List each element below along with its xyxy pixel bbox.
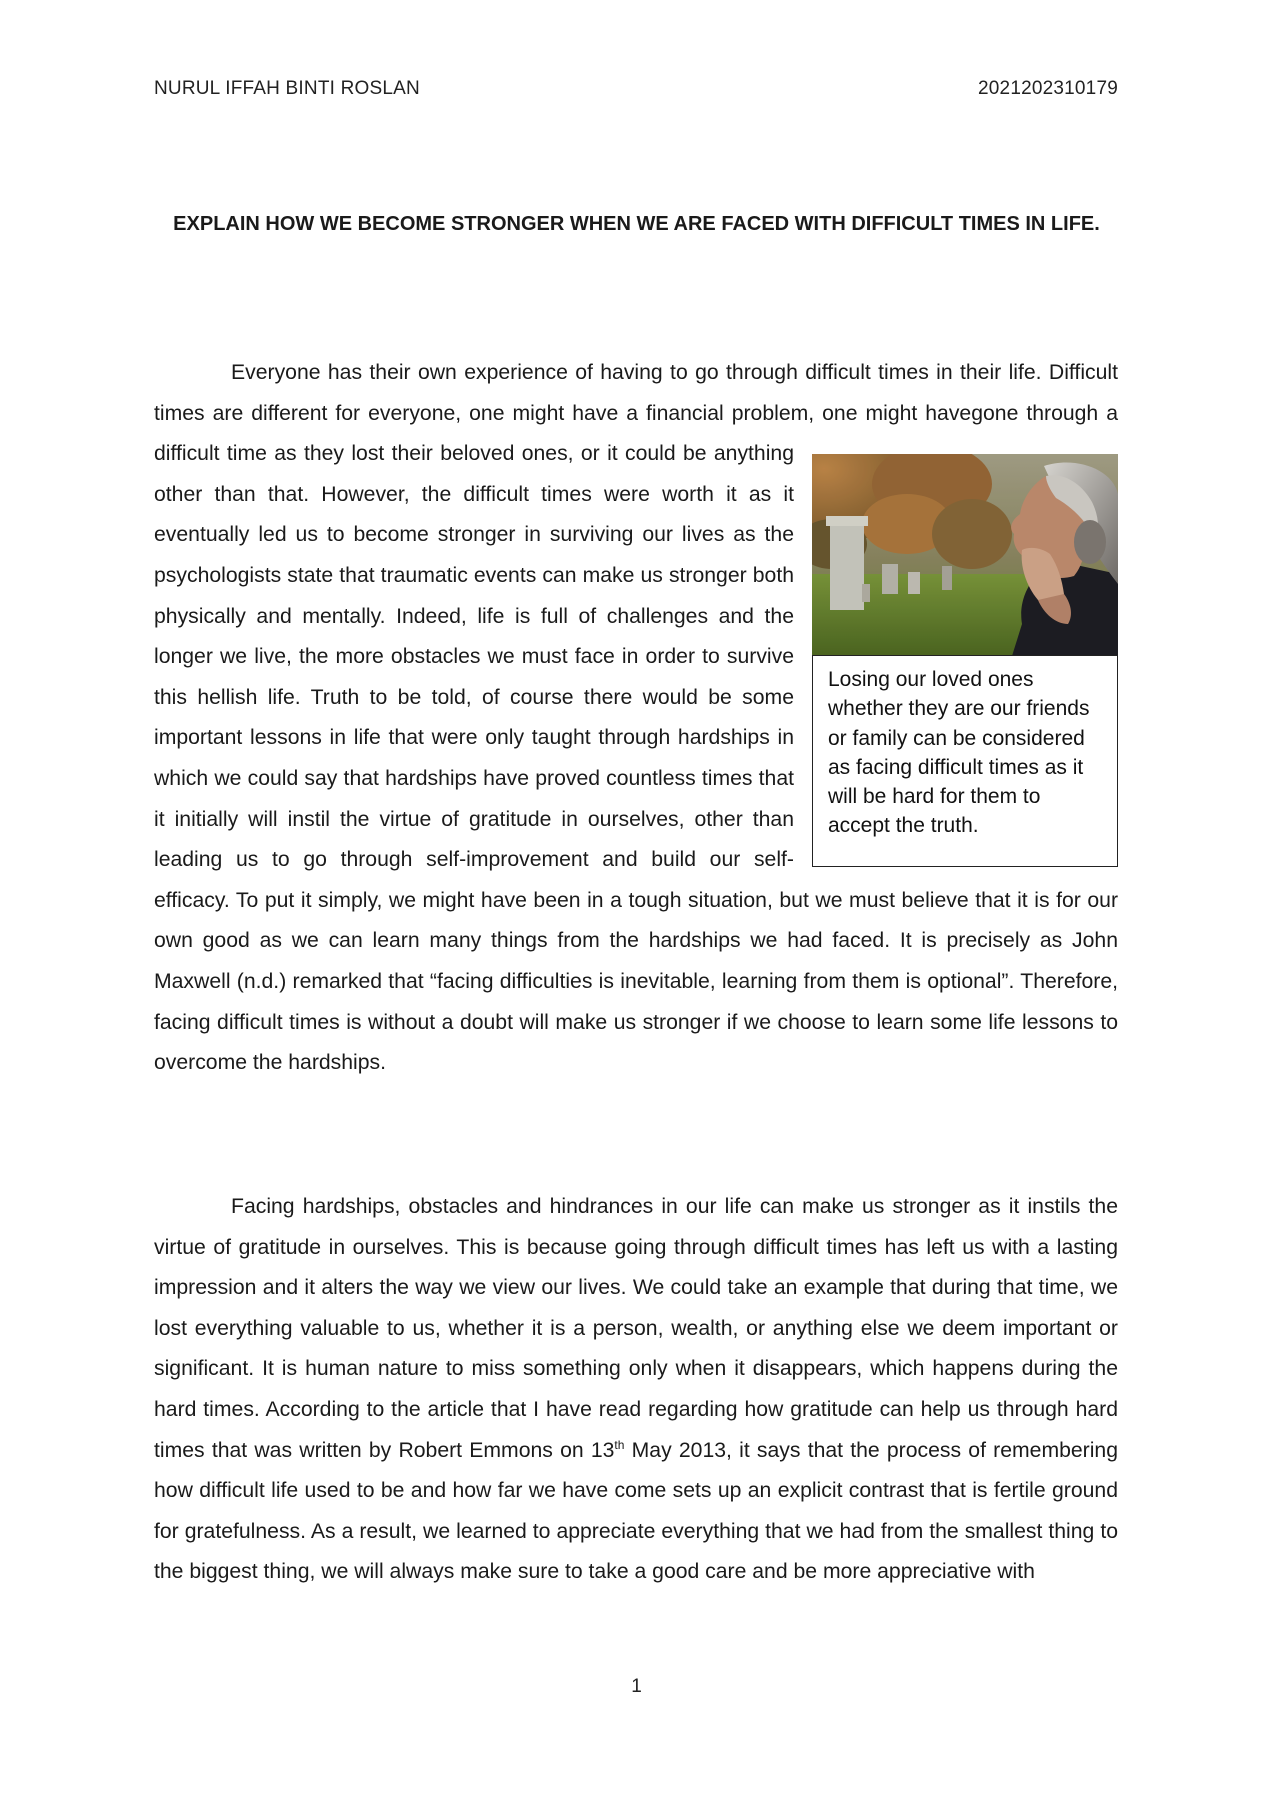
figure-caption: Losing our loved ones whether they are our friends or family can be considered as facing difficult times as it will be hard for them to accept the truth. (812, 655, 1118, 867)
ordinal-superscript: th (614, 1437, 625, 1452)
essay-title: EXPLAIN HOW WE BECOME STRONGER WHEN WE ARE FACED WITH DIFFICULT TIMES IN LIFE. (173, 213, 1100, 235)
paragraph-2 (154, 1187, 1118, 1593)
header-student-id: 2021202310179 (978, 78, 1118, 99)
paragraph-1-rest: gone through a difficult time as they lost their beloved ones, or it could be anything other than that. However, the difficult times were worth it as it eventually led us to become stronger in surviving our lives as the psychologists state that traumatic events can make us stronger both physically and mentally. Indeed, life is full of challenges and the longer we live, the more obstacles we must face in order to survive this hellish life. Truth to be told, of course there would be some important lessons in life that were only taught through hardships in which we could say that hardships have proved countless times that it initially will instil the virtue of gratitude in ourselves, other than leading us to go through self-improvement and build our self-efficacy. To put it simply, we might have been in a tough situation, but we must believe that it is for our own good as we can learn many things from the hardships we had faced. It is precisely as John Maxwell (n.d.) remarked that “facing difficulties is inevitable, learning from them is optional”. Therefore, facing difficult times is without a doubt will make us stronger if we choose to learn some life lessons to overcome the hardships. (154, 401, 1118, 1075)
page-number: 1 (631, 1676, 642, 1697)
paragraph-2-text: Facing hardships, obstacles and hindrances in our life can make us stronger as it instils the virtue of gratitude in ourselves. This is because going through difficult times has left us with a lasting impression and it alters the way we view our lives. We could take an example that during that time, we lost everything valuable to us, whether it is a person, wealth, or anything else we deem important or significant. It is human nature to miss something only when it disappears, which happens during the hard times. According to the article that I have read regarding how gratitude can help us through hard times that was written by Robert Emmons on 13 (154, 1195, 1118, 1462)
paragraph-1 (154, 353, 1118, 1084)
header-author: NURUL IFFAH BINTI ROSLAN (154, 78, 420, 99)
figure-photo (812, 454, 1118, 656)
figure (812, 454, 1118, 872)
paragraph-1-lead: Everyone has their own experience of having to go through difficult times in their life. Difficult times are different for everyone, one might have a financial problem, one might have (154, 361, 1118, 425)
paragraph-2-text-cont: May 2013, it says that the process of remembering how difficult life used to be and how far we have come sets up an explicit contrast that is fertile ground for gratefulness. As a result, we learned to appreciate everything that we had from the smallest thing to the biggest thing, we will always make sure to take a good care and be more appreciative with (154, 1438, 1118, 1584)
grieving-man-image (812, 454, 1118, 656)
